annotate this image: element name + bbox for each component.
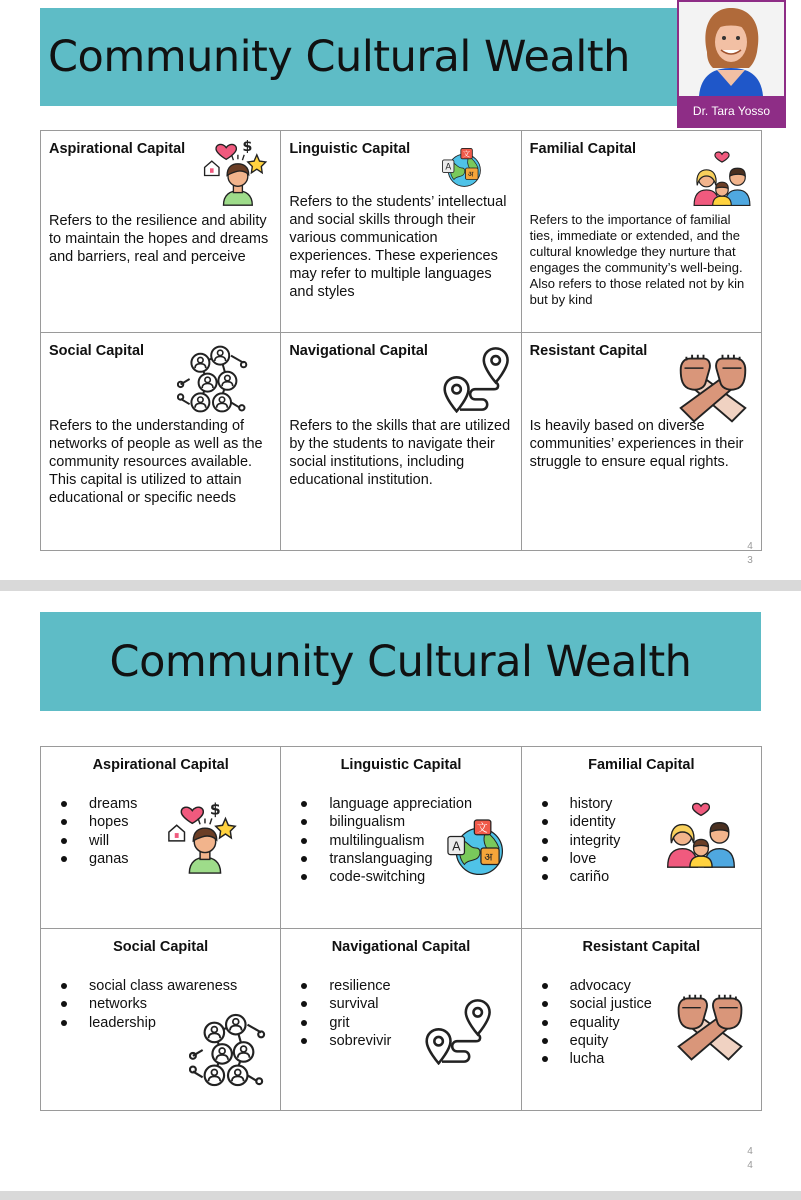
table-cell — [41, 333, 281, 551]
table-cell — [521, 747, 761, 929]
list-item: equality — [540, 1014, 652, 1032]
portrait-caption: Dr. Tara Yosso — [679, 96, 784, 126]
cell-title: Navigational Capital — [289, 343, 428, 359]
aspiration-icon — [165, 797, 243, 875]
network-icon — [189, 1011, 267, 1089]
page-number-digit: 3 — [747, 555, 753, 566]
cell-title: Resistant Capital — [582, 939, 701, 955]
table-cell — [521, 929, 761, 1111]
aspiration-icon — [201, 135, 273, 207]
raised-fists-icon — [672, 351, 754, 427]
family-icon — [662, 795, 740, 869]
list-item: grit — [299, 1014, 391, 1032]
table-cell — [281, 333, 521, 551]
cell-description: Refers to the students’ intellectual and social skills through their various communication experiences. These experiences may refer to multiple languages and styles — [289, 194, 507, 300]
cell-title: Social Capital — [49, 343, 145, 359]
slide-title: Community Cultural Wealth — [109, 636, 692, 687]
cell-description: Refers to the importance of familial ties, immediate or extended, and the cultural knowledge they nurture that engages the community’s well-being. Also refers to those related not by kin but by kind — [529, 212, 745, 307]
table-cell — [41, 747, 281, 929]
cell-title: Navigational Capital — [331, 939, 471, 955]
raised-fists-icon — [670, 991, 750, 1065]
list-item: social class awareness — [59, 977, 237, 995]
list-item: integrity — [540, 832, 621, 850]
cell-title: Social Capital — [113, 939, 209, 955]
list-item: sobrevivir — [299, 1032, 391, 1050]
cell-description: Is heavily based on diverse communities’ experiences in their struggle to ensure equal rights. — [529, 418, 744, 470]
table-row — [41, 747, 762, 929]
table-cell — [41, 131, 281, 333]
cell-title: Aspirational Capital — [49, 141, 186, 157]
list-item: ganas — [59, 850, 137, 868]
list-item: translanguaging — [299, 850, 472, 868]
page-number — [745, 540, 755, 568]
table-cell — [281, 929, 521, 1111]
list-item: social justice — [540, 995, 652, 1013]
bullet-list — [540, 795, 621, 886]
list-item: equity — [540, 1032, 652, 1050]
route-icon — [419, 997, 499, 1065]
cell-description: Refers to the skills that are utilized by the students to navigate their social institutions, including educational institution. — [289, 418, 511, 488]
capital-table — [40, 746, 762, 1111]
slide-title-banner — [40, 8, 680, 106]
page-number — [745, 1145, 755, 1173]
table-cell — [281, 747, 521, 929]
page-number-digit: 4 — [747, 1146, 753, 1157]
list-item: multilingualism — [299, 832, 472, 850]
portrait-image — [679, 2, 784, 96]
cell-title: Resistant Capital — [529, 343, 648, 359]
page-number-digit: 4 — [747, 541, 753, 552]
table-row — [41, 131, 762, 333]
page-number-digit: 4 — [747, 1160, 753, 1171]
list-item: history — [540, 795, 621, 813]
slide-44 — [0, 591, 801, 1191]
route-icon — [439, 345, 515, 413]
table-row — [41, 333, 762, 551]
table-cell — [521, 131, 761, 333]
cell-title: Aspirational Capital — [92, 757, 229, 773]
cell-title: Linguistic Capital — [340, 757, 462, 773]
network-icon — [177, 343, 249, 415]
slide-title: Community Cultural Wealth — [48, 32, 630, 82]
list-item: cariño — [540, 868, 621, 886]
list-item: advocacy — [540, 977, 652, 995]
cell-title: Linguistic Capital — [289, 141, 411, 157]
table-cell — [41, 929, 281, 1111]
bullet-list — [540, 977, 652, 1068]
cell-description: Refers to the resilience and ability to maintain the hopes and dreams and barriers, real and perceive — [49, 213, 269, 265]
table-row — [41, 929, 762, 1111]
list-item: networks — [59, 995, 237, 1013]
capital-table — [40, 130, 762, 551]
language-globe-icon — [443, 815, 509, 881]
list-item: bilingualism — [299, 813, 472, 831]
list-item: lucha — [540, 1050, 652, 1068]
cell-title: Familial Capital — [529, 141, 637, 157]
bullet-list — [59, 795, 137, 868]
list-item: survival — [299, 995, 391, 1013]
list-item: resilience — [299, 977, 391, 995]
language-globe-icon — [439, 145, 485, 191]
list-item: identity — [540, 813, 621, 831]
list-item: will — [59, 832, 137, 850]
list-item: code-switching — [299, 868, 472, 886]
cell-title: Familial Capital — [588, 757, 695, 773]
bullet-list — [299, 977, 391, 1050]
family-icon — [684, 145, 760, 207]
cell-description: Refers to the understanding of networks of people as well as the community resources available. This capital is utilized to attain educational or specific needs — [49, 418, 263, 506]
slide-title-banner — [40, 612, 761, 711]
list-item: love — [540, 850, 621, 868]
list-item: hopes — [59, 813, 137, 831]
slide-43 — [0, 0, 801, 580]
table-cell — [521, 333, 761, 551]
list-item: dreams — [59, 795, 137, 813]
list-item: language appreciation — [299, 795, 472, 813]
table-cell — [281, 131, 521, 333]
portrait-photo — [677, 0, 786, 128]
list-item: leadership — [59, 1014, 237, 1032]
